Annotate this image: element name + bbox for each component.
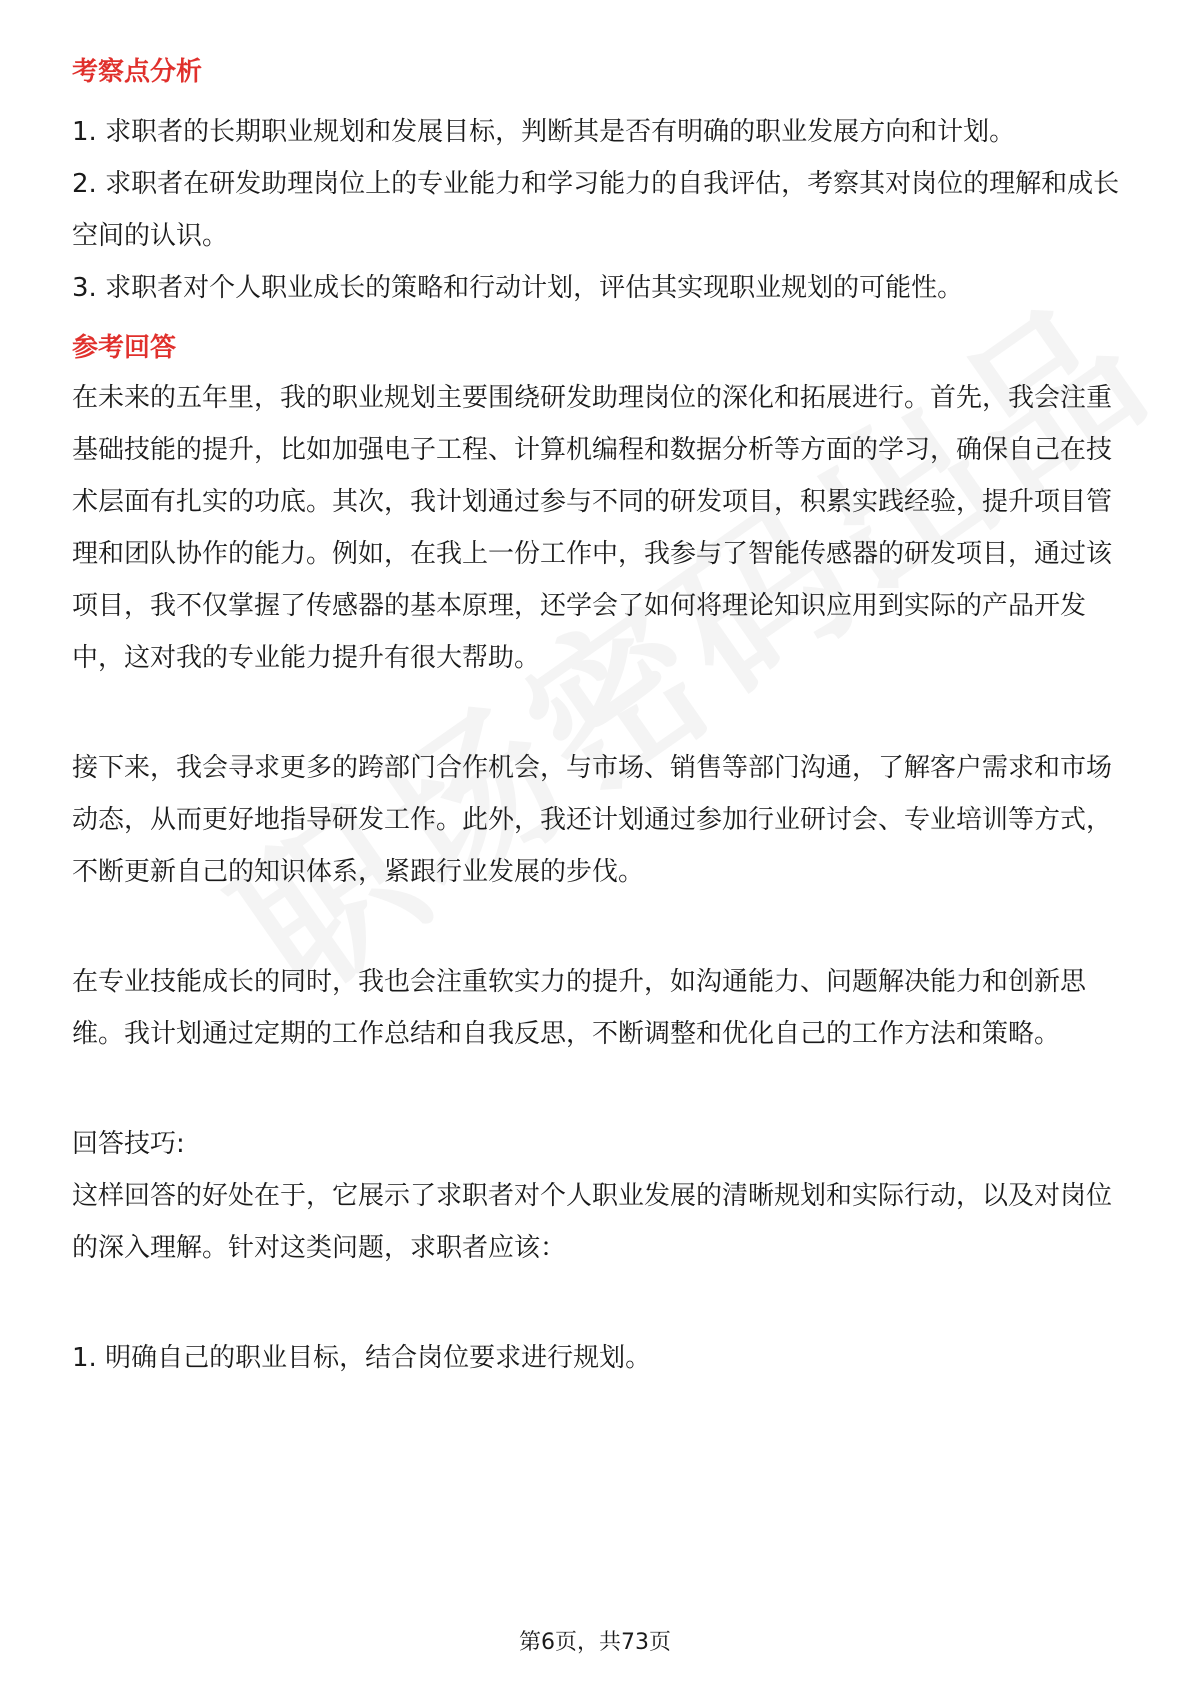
analysis-item-2: 2. 求职者在研发助理岗位上的专业能力和学习能力的自我评估，考察其对岗位的理解和成长空间的认识。 bbox=[72, 169, 1120, 251]
analysis-item-3: 3. 求职者对个人职业成长的策略和行动计划，评估其实现职业规划的可能性。 bbox=[72, 273, 964, 303]
tips-item-1: 1. 明确自己的职业目标，结合岗位要求进行规划。 bbox=[72, 1343, 652, 1373]
analysis-title: 考察点分析 bbox=[72, 57, 203, 87]
tips-intro: 这样回答的好处在于，它展示了求职者对个人职业发展的清晰规划和实际行动，以及对岗位的深入理解。针对这类问题，求职者应该： bbox=[72, 1181, 1113, 1263]
answer-paragraph-1: 在未来的五年里，我的职业规划主要围绕研发助理岗位的深化和拓展进行。首先，我会注重基础技能的提升，比如加强电子工程、计算机编程和数据分析等方面的学习，确保自己在技术层面有扎实的功底。其次，我计划通过参与不同的研发项目，积累实践经验，提升项目管理和团队协作的能力。例如，在我上一份工作中，我参与了智能传感器的研发项目，通过该项目，我不仅掌握了传感器的基本原理，还学会了如何将理论知识应用到实际的产品开发中，这对我的专业能力提升有很大帮助。 bbox=[72, 383, 1113, 673]
answer-paragraph-2: 接下来，我会寻求更多的跨部门合作机会，与市场、销售等部门沟通，了解客户需求和市场动态，从而更好地指导研发工作。此外，我还计划通过参加行业研讨会、专业培训等方式，不断更新自己的知识体系，紧跟行业发展的步伐。 bbox=[72, 753, 1113, 887]
analysis-item-1: 1. 求职者的长期职业规划和发展目标，判断其是否有明确的职业发展方向和计划。 bbox=[72, 117, 1016, 147]
page-number: 第6页，共73页 bbox=[519, 1630, 671, 1655]
answer-title: 参考回答 bbox=[72, 333, 177, 363]
answer-paragraph-3: 在专业技能成长的同时，我也会注重软实力的提升，如沟通能力、问题解决能力和创新思维。我计划通过定期的工作总结和自我反思，不断调整和优化自己的工作方法和策略。 bbox=[72, 967, 1087, 1049]
page-content bbox=[72, 48, 1122, 1384]
tips-label: 回答技巧: bbox=[72, 1129, 185, 1159]
